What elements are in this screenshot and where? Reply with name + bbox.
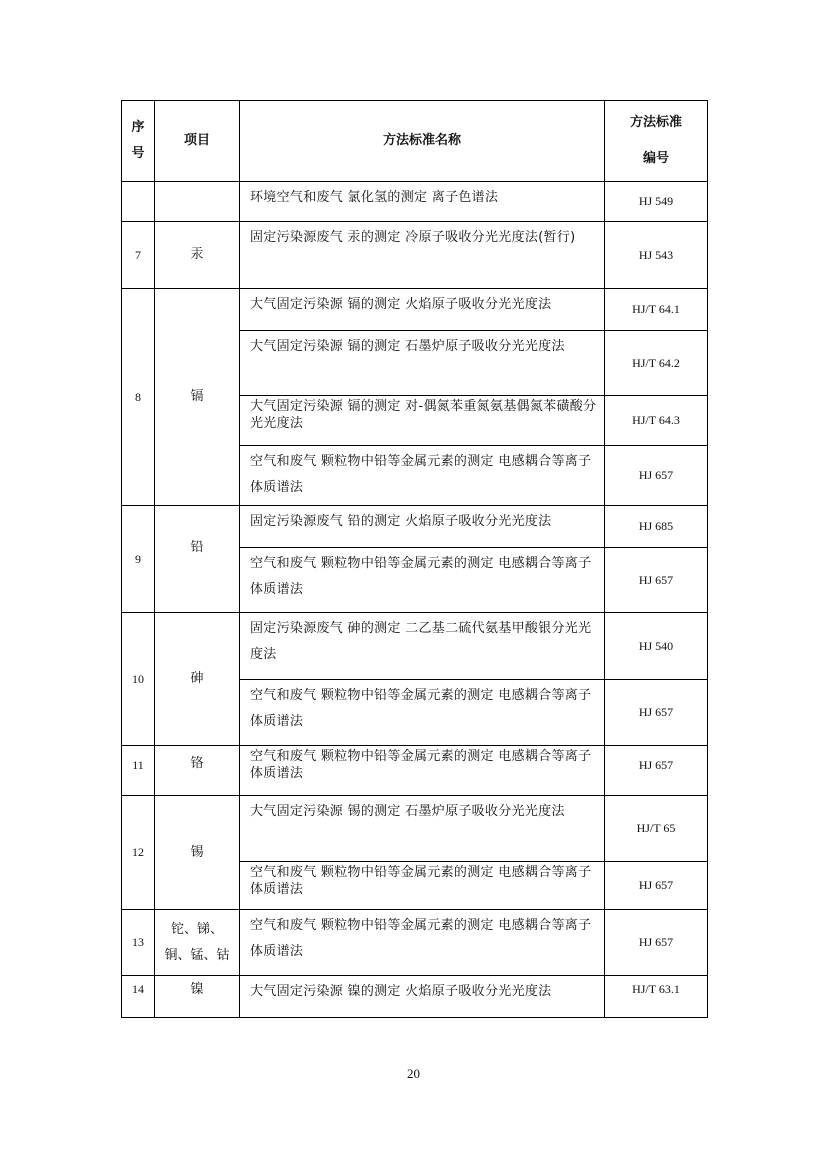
row-item: 锡 xyxy=(155,796,240,910)
row-seq: 7 xyxy=(122,222,155,289)
method-code: HJ 657 xyxy=(605,446,708,506)
row-seq: 10 xyxy=(122,613,155,746)
row-item: 镉 xyxy=(155,289,240,506)
table-header-row xyxy=(122,101,708,182)
method-code: HJ 657 xyxy=(605,548,708,613)
row-seq xyxy=(122,182,155,222)
row-seq: 12 xyxy=(122,796,155,910)
table-row xyxy=(122,289,708,331)
row-item: 砷 xyxy=(155,613,240,746)
method-code: HJ 657 xyxy=(605,910,708,976)
method-name: 大气固定污染源 镉的测定 石墨炉原子吸收分光光度法 xyxy=(240,331,605,396)
method-name: 空气和废气 颗粒物中铅等金属元素的测定 电感耦合等离子体质谱法 xyxy=(240,680,605,746)
row-seq: 14 xyxy=(122,976,155,1018)
row-item xyxy=(155,182,240,222)
row-item: 镍 xyxy=(155,976,240,1018)
method-name: 空气和废气 颗粒物中铅等金属元素的测定 电感耦合等离子体质谱法 xyxy=(240,910,605,976)
method-name: 大气固定污染源 锡的测定 石墨炉原子吸收分光光度法 xyxy=(240,796,605,862)
row-item: 铊、锑、铜、锰、钴 xyxy=(155,910,240,976)
method-code: HJ/T 64.2 xyxy=(605,331,708,396)
row-seq: 9 xyxy=(122,506,155,613)
method-code: HJ 657 xyxy=(605,680,708,746)
table-row xyxy=(122,222,708,289)
row-item: 铬 xyxy=(155,746,240,796)
method-code: HJ/T 63.1 xyxy=(605,976,708,1018)
method-name: 固定污染源废气 铅的测定 火焰原子吸收分光光度法 xyxy=(240,506,605,548)
page-number: 20 xyxy=(407,1066,420,1081)
method-code: HJ/T 64.1 xyxy=(605,289,708,331)
table-row xyxy=(122,910,708,976)
header-item: 项目 xyxy=(155,101,240,182)
method-standards-table xyxy=(121,100,708,1018)
table-row xyxy=(122,796,708,862)
method-name: 大气固定污染源 镉的测定 火焰原子吸收分光光度法 xyxy=(240,289,605,331)
table-row xyxy=(122,182,708,222)
method-name: 固定污染源废气 汞的测定 冷原子吸收分光光度法(暂行) xyxy=(240,222,605,289)
method-code: HJ 657 xyxy=(605,746,708,796)
method-name: 空气和废气 颗粒物中铅等金属元素的测定 电感耦合等离子体质谱法 xyxy=(240,862,605,910)
method-name: 空气和废气 颗粒物中铅等金属元素的测定 电感耦合等离子体质谱法 xyxy=(240,746,605,796)
method-name: 空气和废气 颗粒物中铅等金属元素的测定 电感耦合等离子体质谱法 xyxy=(240,548,605,613)
method-code: HJ 543 xyxy=(605,222,708,289)
method-name: 大气固定污染源 镉的测定 对-偶氮苯重氮氨基偶氮苯磺酸分光光度法 xyxy=(240,396,605,446)
row-item: 铅 xyxy=(155,506,240,613)
method-code: HJ/T 65 xyxy=(605,796,708,862)
header-seq: 序 号 xyxy=(122,101,155,182)
table-row xyxy=(122,613,708,680)
method-code: HJ/T 64.3 xyxy=(605,396,708,446)
header-code: 方法标准 编号 xyxy=(605,101,708,182)
method-code: HJ 657 xyxy=(605,862,708,910)
table-row xyxy=(122,976,708,1018)
method-name: 固定污染源废气 砷的测定 二乙基二硫代氨基甲酸银分光光度法 xyxy=(240,613,605,680)
table-row xyxy=(122,746,708,796)
method-name: 环境空气和废气 氯化氢的测定 离子色谱法 xyxy=(240,182,605,222)
method-name: 大气固定污染源 镍的测定 火焰原子吸收分光光度法 xyxy=(240,976,605,1018)
method-code: HJ 549 xyxy=(605,182,708,222)
row-seq: 8 xyxy=(122,289,155,506)
row-seq: 11 xyxy=(122,746,155,796)
method-name: 空气和废气 颗粒物中铅等金属元素的测定 电感耦合等离子体质谱法 xyxy=(240,446,605,506)
row-item: 汞 xyxy=(155,222,240,289)
row-seq: 13 xyxy=(122,910,155,976)
header-name: 方法标准名称 xyxy=(240,101,605,182)
method-code: HJ 685 xyxy=(605,506,708,548)
table-row xyxy=(122,506,708,548)
method-code: HJ 540 xyxy=(605,613,708,680)
